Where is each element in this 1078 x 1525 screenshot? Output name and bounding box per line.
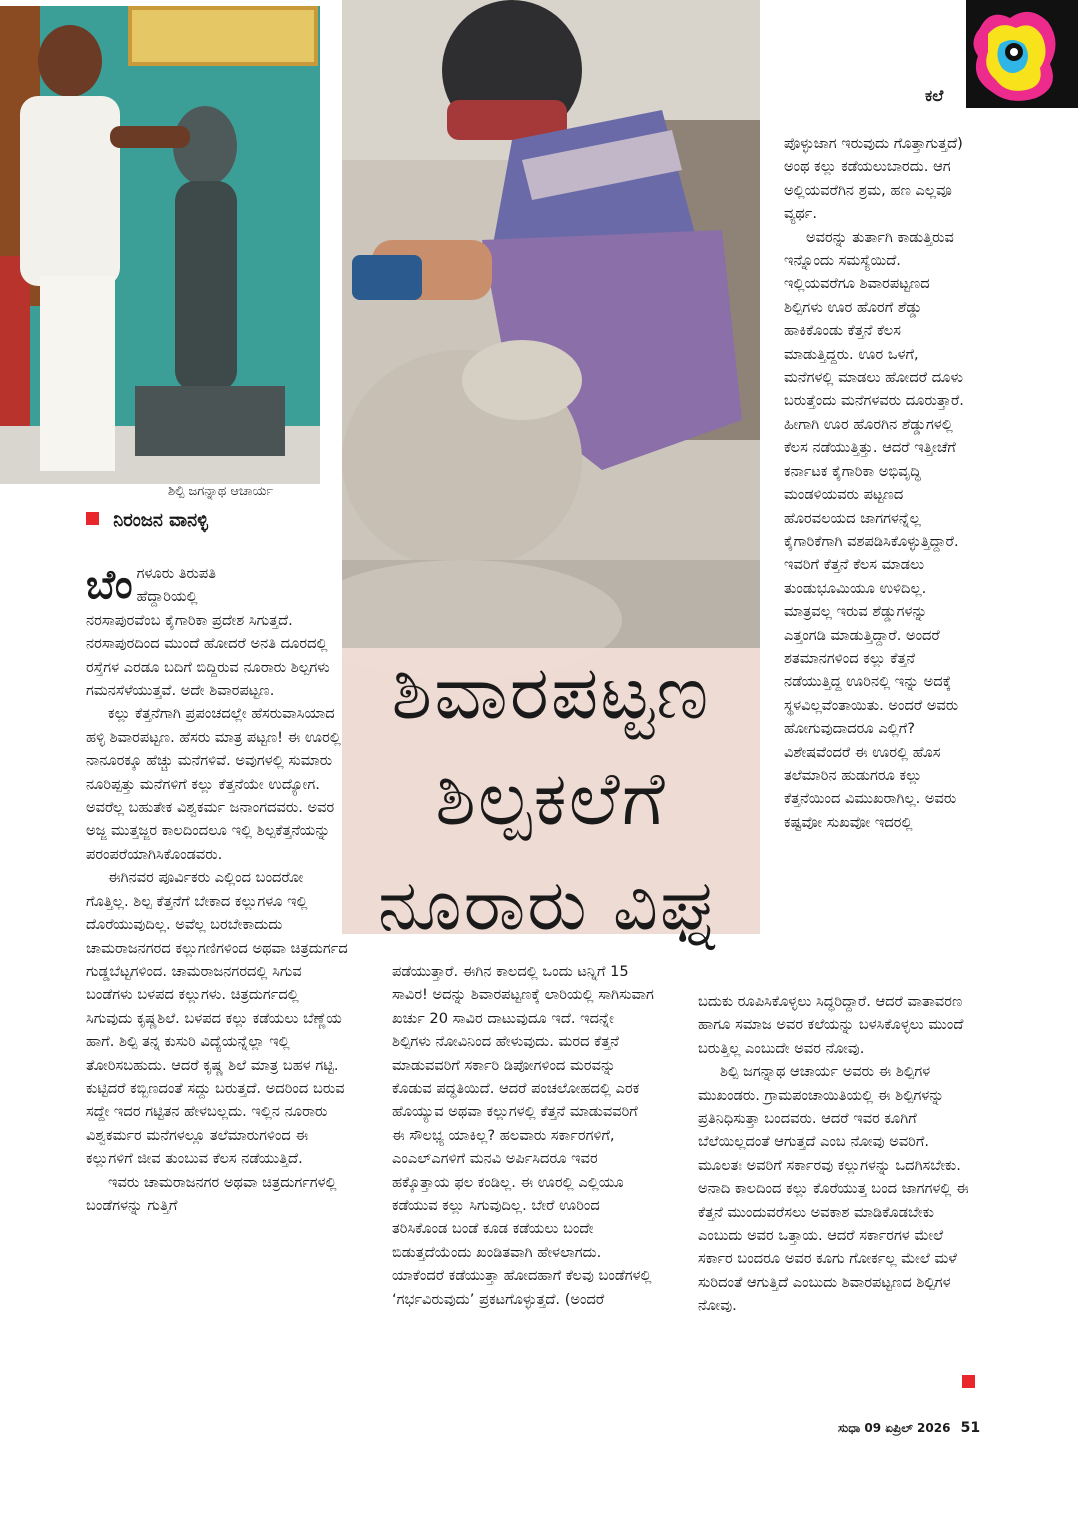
byline-author: ನಿರಂಜನ ವಾನಳ್ಳಿ xyxy=(113,510,209,531)
headline-line-2: ಶಿಲ್ಪಕಲೆಗೆ xyxy=(435,756,667,842)
headline xyxy=(342,640,760,958)
sculptor-photo xyxy=(0,6,320,484)
column-3-bottom-b: ಶಿಲ್ಪಿ ಜಗನ್ನಾಥ ಆಚಾರ್ಯ ಅವರು ಈ ಶಿಲ್ಪಿಗಳ ಮುಖಂಡರು. ಗ್ರಾಮಪಂಚಾಯಿತಿಯಲ್ಲಿ ಈ ಶಿಲ್ಪಿಗಳನ್ನು ಪ್ರತಿನಿಧಿಸುತ್ತಾ ಬಂದವರು. ಆದರೆ ಇವರ ಕೂಗಿಗೆ ಬೆಲೆಯಿಲ್ಲದಂತೆ ಆಗುತ್ತದೆ ಎಂಬ ನೋವು ಅವರಿಗೆ. ಮೂಲತಃ ಅವರಿಗೆ ಸರ್ಕಾರವು ಕಲ್ಲುಗಳನ್ನು ಒದಗಿಸಬೇಕು. ಅನಾದಿ ಕಾಲದಿಂದ ಕಲ್ಲು ಕೊರೆಯುತ್ತ ಬಂದ ಜಾಗಗಳಲ್ಲಿ ಈ ಕೆತ್ತನೆ ಮುಂದುವರೆಸಲು ಅವಕಾಶ ಮಾಡಿಕೊಡಬೇಕು ಎಂಬುದು ಅವರ ಒತ್ತಾಯ. ಆದರೆ ಸರ್ಕಾರಗಳ ಮೇಲೆ ಸರ್ಕಾರ ಬಂದರೂ ಅವರ ಕೂಗು ಗೋರ್ಕಲ್ಲ ಮೇಲೆ ಮಳೆ ಸುರಿದಂತೆ ಆಗುತ್ತಿದೆ ಎಂಬುದು ಶಿವಾರಪಟ್ಟಣದ ಶಿಲ್ಪಿಗಳ ನೋವು. xyxy=(698,1063,969,1315)
paragraph-2: ಕಲ್ಲು ಕೆತ್ತನೆಗಾಗಿ ಪ್ರಪಂಚದಲ್ಲೇ ಹೆಸರುವಾಸಿಯಾದ ಹಳ್ಳಿ ಶಿವಾರಪಟ್ಟಣ. ಹೆಸರು ಮಾತ್ರ ಪಟ್ಟಣ! ಈ ಊರಲ್ಲಿ ನಾನೂರಕ್ಕೂ ಹೆಚ್ಚು ಮನೆಗಳಿವೆ. ಅವುಗಳಲ್ಲಿ ಸುಮಾರು ನೂರಿಪ್ಪತ್ತು ಮನೆಗಳಿಗೆ ಕಲ್ಲು ಕೆತ್ತನೆಯೇ ಉದ್ಯೋಗ. ಅವರೆಲ್ಲ ಬಹುತೇಕ ವಿಶ್ವಕರ್ಮ ಜನಾಂಗದವರು. ಅವರ ಅಜ್ಜ ಮುತ್ತಜ್ಜರ ಕಾಲದಿಂದಲೂ ಇಲ್ಲಿ ಶಿಲ್ಪಕೆತ್ತನೆಯನ್ನು ಪರಂಪರೆಯಾಗಿಸಿಕೊಂಡವರು. xyxy=(86,705,341,863)
headline-line-1: ಶಿವಾರಪಟ್ಟಣ xyxy=(391,650,711,736)
lead-line-1: ಗಳೂರು ತಿರುಪತಿ xyxy=(136,565,216,582)
lead-rest: ನರಸಾಪುರವೆಂಬ ಕೈಗಾರಿಕಾ ಪ್ರದೇಶ ಸಿಗುತ್ತದೆ. ನರಸಾಪುರದಿಂದ ಮುಂದೆ ಹೋದರೆ ಅನತಿ ದೂರದಲ್ಲಿ ರಸ್ತೆಗಳ ಎರಡೂ ಬದಿಗೆ ಬಿದ್ದಿರುವ ನೂರಾರು ಶಿಲ್ಪಗಳು ಗಮನಸೆಳೆಯುತ್ತವೆ. ಅದೇ ಶಿವಾರಪಟ್ಟಣ. xyxy=(86,611,330,700)
byline-marker xyxy=(86,512,99,525)
footer xyxy=(838,1420,980,1436)
end-marker xyxy=(962,1375,975,1388)
column-3-bottom-a: ಬದುಕು ರೂಪಿಸಿಕೊಳ್ಳಲು ಸಿದ್ಧರಿದ್ದಾರೆ. ಆದರೆ ವಾತಾವರಣ ಹಾಗೂ ಸಮಾಜ ಅವರ ಕಲೆಯನ್ನು ಬಳಸಿಕೊಳ್ಳಲು ಮುಂದೆ ಬರುತ್ತಿಲ್ಲ ಎಂಬುದೇ ಅವರ ನೋವು. xyxy=(698,993,964,1057)
lead-line-2: ಹೆದ್ದಾರಿಯಲ್ಲಿ xyxy=(136,588,198,606)
column-3-top: ಪೊಳ್ಳುಜಾಗ ಇರುವುದು ಗೊತ್ತಾಗುತ್ತದೆ) ಅಂಥ ಕಲ್ಲು ಕಡೆಯಲುಬಾರದು. ಆಗ ಅಲ್ಲಿಯವರೆಗಿನ ಶ್ರಮ, ಹಣ ಎಲ್ಲವೂ ವ್ಯರ್ಥ. xyxy=(784,135,963,223)
paragraph-4: ಇವರು ಚಾಮರಾಜನಗರ ಅಥವಾ ಚಿತ್ರದುರ್ಗಗಳಲ್ಲಿ ಬಂಡೆಗಳನ್ನು ಗುತ್ತಿಗೆ xyxy=(86,1173,337,1214)
column-2-text: ಪಡೆಯುತ್ತಾರೆ. ಈಗಿನ ಕಾಲದಲ್ಲಿ ಒಂದು ಟನ್ನಿಗೆ 15 ಸಾವಿರ! ಅದನ್ನು ಶಿವಾರಪಟ್ಟಣಕ್ಕೆ ಲಾರಿಯಲ್ಲಿ ಸಾಗಿಸುವಾಗ ಖರ್ಚು 20 ಸಾವಿರ ದಾಟುವುದೂ ಇದೆ. ಇದನ್ನೇ ಶಿಲ್ಪಿಗಳು ನೋವಿನಿಂದ ಹೇಳುವುದು. ಮರದ ಕೆತ್ತನೆ ಮಾಡುವವರಿಗೆ ಸರ್ಕಾರಿ ಡಿಪೋಗಳಿಂದ ಮರವನ್ನು ಕೊಡುವ ಪದ್ಧತಿಯಿದೆ. ಆದರೆ ಪಂಚಲೋಹದಲ್ಲಿ ಎರಕ ಹೊಯ್ಯುವ ಅಥವಾ ಕಲ್ಲುಗಳಲ್ಲಿ ಕೆತ್ತನೆ ಮಾಡುವವರಿಗೆ ಈ ಸೌಲಭ್ಯ ಯಾಕಿಲ್ಲ? ಹಲವಾರು ಸರ್ಕಾರಗಳಿಗೆ, ಎಂಎಲ್‌ಎಗಳಿಗೆ ಮನವಿ ಅರ್ಪಿಸಿದರೂ ಇವರ ಹಕ್ಕೊತ್ತಾಯ ಫಲ ಕಂಡಿಲ್ಲ. ಈ ಊರಲ್ಲಿ ಎಲ್ಲಿಯೂ ಕಡೆಯುವ ಕಲ್ಲು ಸಿಗುವುದಿಲ್ಲ. ಬೇರೆ ಊರಿಂದ ತರಿಸಿಕೊಂಡ ಬಂಡೆ ಕೂಡ ಕಡೆಯಲು ಬಂದೇ ಬಿಡುತ್ತದೆಯೆಂದು ಖಂಡಿತವಾಗಿ ಹೇಳಲಾಗದು. ಯಾಕೆಂದರೆ ಕಡೆಯುತ್ತಾ ಹೋದಹಾಗೆ ಕೆಲವು ಬಂಡೆಗಳಲ್ಲಿ ‘ಗರ್ಭವಿರುವುದು’ ಪ್ರಕಟಗೊಳ್ಳುತ್ತದೆ. (ಅಂದರೆ xyxy=(392,963,654,1308)
footer-magazine: ಸುಧಾ 09 ಏಪ್ರಿಲ್ 2026 xyxy=(838,1421,951,1435)
article-column-1 xyxy=(86,562,348,1217)
section-logo xyxy=(966,0,1078,108)
article-column-2 xyxy=(392,960,654,1311)
column-3-paragraph-2: ಅವರನ್ನು ತುರ್ತಾಗಿ ಕಾಡುತ್ತಿರುವ ಇನ್ನೊಂದು ಸಮಸ್ಯೆಯಿದೆ. ಇಲ್ಲಿಯವರೆಗೂ ಶಿವಾರಪಟ್ಟಣದ ಶಿಲ್ಪಿಗಳು ಊರ ಹೊರಗೆ ಶೆಡ್ಡು ಹಾಕಿಕೊಂಡು ಕೆತ್ತನೆ ಕೆಲಸ ಮಾಡುತ್ತಿದ್ದರು. ಊರ ಒಳಗೆ, ಮನೆಗಳಲ್ಲಿ ಮಾಡಲು ಹೋದರೆ ದೂಳು ಬರುತ್ತೆಂದು ಮನೆಗಳವರು ದೂರುತ್ತಾರೆ. ಹೀಗಾಗಿ ಊರ ಹೊರಗಿನ ಶೆಡ್ಡುಗಳಲ್ಲಿ ಕೆಲಸ ನಡೆಯುತ್ತಿತ್ತು. ಆದರೆ ಇತ್ತೀಚೆಗೆ ಕರ್ನಾಟಕ ಕೈಗಾರಿಕಾ ಅಭಿವೃದ್ಧಿ ಮಂಡಳಿಯವರು ಪಟ್ಟಣದ ಹೊರವಲಯದ ಜಾಗಗಳನ್ನೆಲ್ಲ ಕೈಗಾರಿಕೆಗಾಗಿ ವಶಪಡಿಸಿಕೊಳ್ಳುತ್ತಿದ್ದಾರೆ. ಇವರಿಗೆ ಕೆತ್ತನೆ ಕೆಲಸ ಮಾಡಲು ತುಂಡುಭೂಮಿಯೂ ಉಳಿದಿಲ್ಲ. ಮಾತ್ರವಲ್ಲ ಇರುವ ಶೆಡ್ಡುಗಳನ್ನು ಎತ್ತಂಗಡಿ ಮಾಡುತ್ತಿದ್ದಾರೆ. ಅಂದರೆ ಶತಮಾನಗಳಿಂದ ಕಲ್ಲು ಕೆತ್ತನೆ ನಡೆಯುತ್ತಿದ್ದ ಊರಿನಲ್ಲಿ ಇನ್ನು ಅದಕ್ಕೆ ಸ್ಥಳವಿಲ್ಲವೆಂತಾಯಿತು. ಅಂದರೆ ಅವರು ಹೋಗುವುದಾದರೂ ಎಲ್ಲಿಗೆ? ವಿಶೇಷವೆಂದರೆ ಈ ಊರಲ್ಲಿ ಹೊಸ ತಲೆಮಾರಿನ ಹುಡುಗರೂ ಕಲ್ಲು ಕೆತ್ತನೆಯಿಂದ ವಿಮುಖರಾಗಿಲ್ಲ. ಅವರು ಕಷ್ಟವೋ ಸುಖವೋ ಇದರಲ್ಲಿ xyxy=(784,228,964,831)
byline xyxy=(86,510,208,531)
paint-splash-icon xyxy=(970,8,1060,104)
footer-page-number: 51 xyxy=(960,1420,981,1436)
lead-paragraph xyxy=(86,562,348,702)
section-label: ಕಲೆ xyxy=(925,86,944,105)
headline-line-3: ನೂರಾರು ವಿಘ್ನ xyxy=(377,864,725,946)
article-column-3-upper xyxy=(784,132,970,834)
photo-caption: ಶಿಲ್ಪಿ ಜಗನ್ನಾಥ ಆಚಾರ್ಯ xyxy=(168,484,274,499)
paragraph-3: ಈಗಿನವರ ಪೂರ್ವಿಕರು ಎಲ್ಲಿಂದ ಬಂದರೋ ಗೊತ್ತಿಲ್ಲ. ಶಿಲ್ಪ ಕೆತ್ತನೆಗೆ ಬೇಕಾದ ಕಲ್ಲುಗಳೂ ಇಲ್ಲಿ ದೊರೆಯುವುದಿಲ್ಲ. ಅವೆಲ್ಲ ಬರಬೇಕಾದುದು ಚಾಮರಾಜನಗರದ ಕಲ್ಲುಗಣಿಗಳಿಂದ ಅಥವಾ ಚಿತ್ರದುರ್ಗದ ಗುಡ್ಡಬೆಟ್ಟಗಳಿಂದ. ಚಾಮರಾಜನಗರದಲ್ಲಿ ಸಿಗುವ ಬಂಡೆಗಳು ಬಳಪದ ಕಲ್ಲುಗಳು. ಚಿತ್ರದುರ್ಗದಲ್ಲಿ ಸಿಗುವುದು ಕೃಷ್ಣಶಿಲೆ. ಬಳಪದ ಕಲ್ಲು ಕಡೆಯಲು ಬೆಣ್ಣೆಯ ಹಾಗೆ. ಶಿಲ್ಪಿ ತನ್ನ ಕುಸುರಿ ವಿದ್ಯೆಯನ್ನೆಲ್ಲಾ ಇಲ್ಲಿ ತೋರಿಸಬಹುದು. ಆದರೆ ಕೃಷ್ಣ ಶಿಲೆ ಮಾತ್ರ ಬಹಳ ಗಟ್ಟಿ. ಕುಟ್ಟಿದರೆ ಕಬ್ಬಿಣದಂತೆ ಸದ್ದು ಬರುತ್ತದೆ. ಅದರಿಂದ ಬರುವ ಸದ್ದೇ ಇದರ ಗಟ್ಟಿತನ ಹೇಳಬಲ್ಲದು. ಇಲ್ಲಿನ ನೂರಾರು ವಿಶ್ವಕರ್ಮರ ಮನೆಗಳಲ್ಲೂ ತಲೆಮಾರುಗಳಿಂದ ಈ ಕಲ್ಲುಗಳಿಗೆ ಜೀವ ತುಂಬುವ ಕೆಲಸ ನಡೆಯುತ್ತಿದೆ. xyxy=(86,869,348,1168)
dropcap: ಬೆಂ xyxy=(86,562,133,608)
sculptor-photo-art xyxy=(0,6,320,484)
article-column-3-lower xyxy=(698,990,976,1318)
